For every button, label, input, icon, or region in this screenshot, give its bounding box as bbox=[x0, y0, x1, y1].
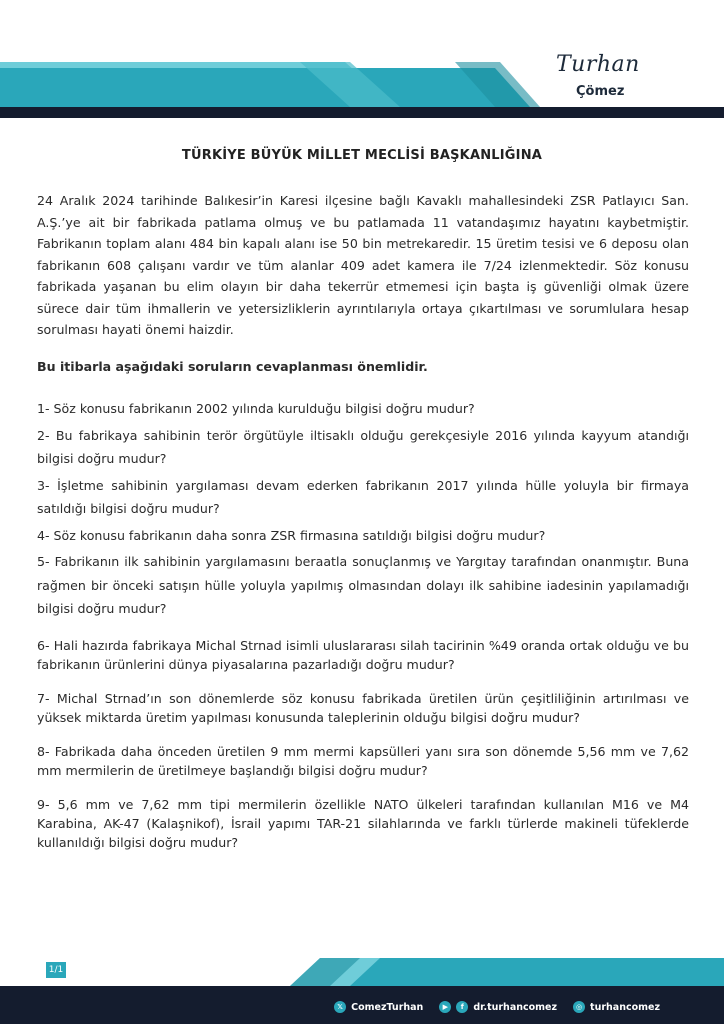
intro-paragraph: 24 Aralık 2024 tarihinde Balıkesir’in Karesi ilçesine bağlı Kavaklı mahallesindeki ZSR Patlayıcı San. A.Ş.’ye ait bir fabrikada patlama olmuş ve bu patlamada 11 vatandaşımız hayatını kaybetmiştir. Fabrikanın toplam alanı 484 bin kapalı alanı ise 50 bin metrekaredir. 15 üretim tesisi ve 6 deposu olan fabrikanın 608 çalışanı vardır ve tüm alanlar 409 adet kamera ile 7/24 izlenmektedir. Söz konusu fabrikada yaşanan bu elim olayın bir daha tekerrür etmemesi için başta iş güvenliği olmak üzere sürece dair tüm ihmallerin ve yetersizliklerin ayrıntılarıyla ortaya çıkartılması ve sorumlulara hesap sorulması hayati önemi haizdir. bbox=[37, 193, 689, 337]
question-1: 1- Söz konusu fabrikanın 2002 yılında kurulduğu bilgisi doğru mudur? bbox=[37, 401, 475, 416]
twitter-handle[interactable]: ComezTurhan bbox=[351, 1001, 424, 1013]
question-7: 7- Michal Strnad’ın son dönemlerde söz konusu fabrikada üretilen ürün çeşitliliğinin artırılması ve yüksek miktarda üretim yapılması konusunda taleplerinin olduğu bilgisi doğru mudur? bbox=[37, 690, 689, 725]
logo bbox=[554, 52, 650, 108]
question-3: 3- İşletme sahibinin yargılaması devam ederken fabrikanın 2017 yılında hülle yoluyla bir firmaya satıldığı bilgisi doğru mudur? bbox=[37, 477, 689, 516]
instagram-icon[interactable]: ◎ bbox=[573, 1001, 585, 1013]
lead-sentence: Bu itibarla aşağıdaki soruların cevaplanması önemlidir. bbox=[37, 358, 428, 374]
facebook-handle[interactable]: dr.turhancomez bbox=[473, 1001, 558, 1013]
question-8: 8- Fabrikada daha önceden üretilen 9 mm mermi kapsülleri yanı sıra son dönemde 5,56 mm ve 7,62 mm mermilerin de üretilmeye başlandığı bilgisi doğru mudur? bbox=[37, 743, 689, 778]
x-icon[interactable]: 𝕏 bbox=[334, 1001, 346, 1013]
logo-script: Turhan bbox=[556, 52, 640, 77]
logo-surname: Çömez bbox=[576, 84, 625, 99]
document-body bbox=[37, 190, 689, 855]
facebook-icon[interactable]: f bbox=[456, 1001, 468, 1013]
instagram-handle[interactable]: turhancomez bbox=[590, 1001, 660, 1013]
page-number: 1/1 bbox=[46, 962, 66, 978]
question-6: 6- Hali hazırda fabrikaya Michal Strnad isimli uluslararası silah tacirinin %49 oranda ortak olduğu ve bu fabrikanın ürünlerini dünya piyasalarına pazarladığı doğru mudur? bbox=[37, 637, 689, 672]
question-9: 9- 5,6 mm ve 7,62 mm tipi mermilerin özellikle NATO ülkeleri tarafından kullanılan M16 ve M4 Karabina, AK-47 (Kalaşnikof), İsrail yapımı TAR-21 silahlarında ve farklı türlerde makineli tüfeklerde kullanıldığı bilgisi doğru mudur? bbox=[37, 796, 689, 850]
question-2: 2- Bu fabrikaya sahibinin terör örgütüyle iltisaklı olduğu gerekçesiyle 2016 yılında kayyum atandığı bilgisi doğru mudur? bbox=[37, 427, 689, 466]
question-5: 5- Fabrikanın ilk sahibinin yargılamasını beraatla sonuçlanmış ve Yargıtay tarafından onanmıştır. Buna rağmen bir önceki satışın hülle yoluyla yapılmış olmasından dolayı ilk sahibine iadesinin yapılamadığı bilgisi doğru mudur? bbox=[37, 554, 689, 616]
social-links bbox=[334, 998, 660, 1016]
document-title: TÜRKİYE BÜYÜK MİLLET MECLİSİ BAŞKANLIĞINA bbox=[181, 148, 543, 163]
youtube-icon[interactable]: ▶ bbox=[439, 1001, 451, 1013]
question-4: 4- Söz konusu fabrikanın daha sonra ZSR firmasına satıldığı bilgisi doğru mudur? bbox=[37, 527, 546, 543]
